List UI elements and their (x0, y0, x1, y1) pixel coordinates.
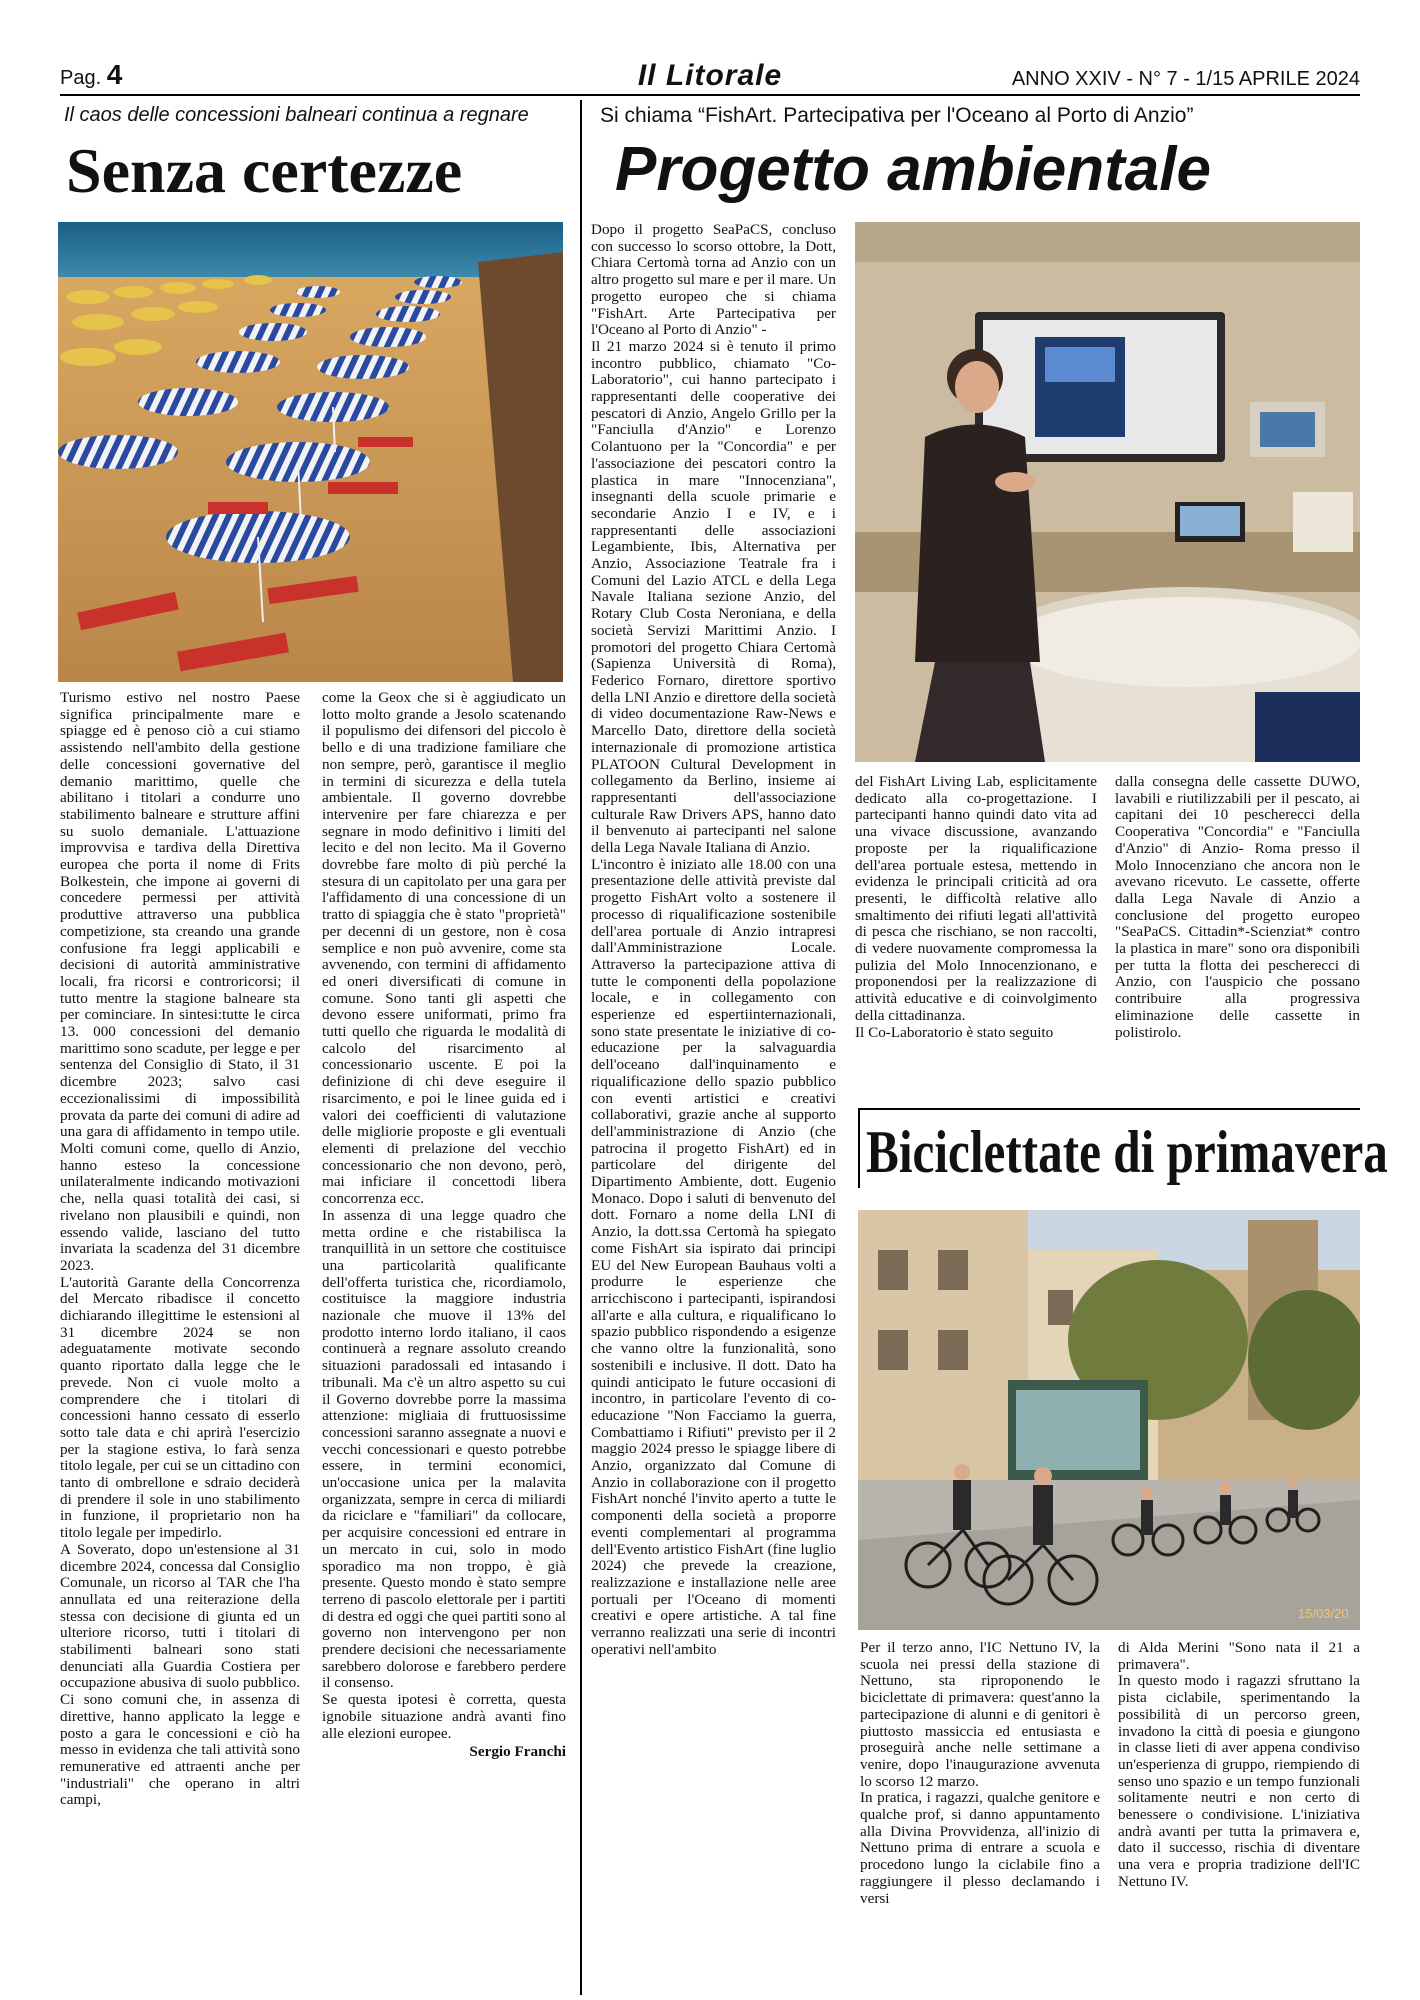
paragraph: Turismo estivo nel nostro Paese significa principalmente mare e spiagge ed è penoso ciò a cui stiamo assistendo nell'ambito della gestione delle concessioni governative del demanio marittimo, quelle che abilitano i titolari a condurre uno stabilimento balneare e strutture affini su suolo demaniale. L'attuazione improvvisa e tardiva della Direttiva europea che porta il nome di Frits Bolkestein, che impone ai governi di concedere permessi per attività produttive attraverso una pubblica competizione, sta creando una grande confusione fra leggi applicabili e decisioni di autorità amministrative locali, fra ricorsi e controricorsi; il tutto mentre la stagione balneare sta per cominciare. In sintesi:tutte le circa 13. 000 concessioni del demanio marittimo sono scadute, per legge e per sentenza del Consiglio di Stato, il 31 dicembre 2023; salvo casi eccezionalissimi di impossibilità provata da parte dei comuni di adire ad una gara di affidamento in tempo utile. Molti comuni come, quello di Anzio, hanno esteso la concessione unilateralmente indicando motivazioni che, nella quasi totalità dei casi, si rivelano non plausibili e quindi, non essendo valide, lasciano del tutto invariata la scadenza del 31 dicembre 2023. (60, 689, 300, 1274)
article1-column-1 (60, 690, 300, 1809)
article3-column-2 (1118, 1640, 1360, 1891)
paragraph: In pratica, i ragazzi, qualche genitore e qualche prof, si danno appuntamento alla Divina Provvidenza, all'inizio di Nettuno prima di entrare a scuola e procedono lungo la ciclabile fino a raggiungere il plesso declamando i versi (860, 1789, 1100, 1907)
paragraph: dalla consegna delle cassette DUWO, lavabili e riutilizzabili per il pescato, ai capitani dei 10 pescherecci della Cooperativa "Concordia" e "Fanciulla d'Anzio" di Anzio- Roma presso il Molo Innocenziano che ancora non le avevano ricevuto. Le cassette, offerte dalla Lega Navale di Anzio a conclusione del progetto europeo "SeaPaCS. Cittadin*-Scienziat* contro la plastica in mare" sono ora disponibili per tutta la flotta dei pescherecci di Anzio, con l'auspicio che possano contribuire alla progressiva eliminazione delle cassette in polistirolo. (1115, 773, 1360, 1041)
presentation-photo (855, 222, 1360, 762)
page-number: Pag. 4 (60, 59, 123, 90)
article1-kicker: Il caos delle concessioni balneari continua a regnare (64, 104, 529, 126)
article2-column-1 (591, 222, 836, 1658)
paragraph: L'incontro è iniziato alle 18.00 con una presentazione delle attività previste dal progetto FishArt volto a sostenere il processo di riqualificazione sostenibile dell'area portuale di Anzio intrapresi dall'Amministrazione Locale. Attraverso la partecipazione attiva di tutte le componenti della popolazione locale, e in collegamento con esperienze ed espertiinternazionali, sono state presentate le iniziative di co-educazione per la salvaguardia dell'oceano dall'inquinamento e riqualificazione dello spazio pubblico con eventi artistici e creativi collaborativi, grazie anche al supporto dell'amministrazione di Anzio (che patrocina il progetto FishArt) ed in particolare del dirigente del Dipartimento Ambiente, dott. Eugenio Monaco. Dopo i saluti di benvenuto del dott. Fornaro a nome della LNI di Anzio, la dott.ssa Certomà ha spiegato come FishArt sia ispirato dai principi EU del New European Bauhaus volti a produrre le esperienze che arricchiscono i partecipanti, ispirandosi all'arte e alla cultura, e riqualificano lo spazio pubblico rispondendo a esigenze che vanno oltre la funzionalità, sono sostenibili e inclusive. Il dott. Dato ha quindi anticipato le future occasioni di incontro, in particolare l'evento di co-educazione "Non Facciamo la guerra, Combattiamo i Rifiuti" previsto per il 2 maggio 2024 presso le spiagge libere di Anzio, organizzato dal Comune di Anzio in collaborazione con il progetto FishArt nonché l'invito aperto a tutte le componenti della società a proporre eventi complementari al programma dell'Evento artistico FishArt (fine luglio 2024) che prevede la creazione, realizzazione e installazione nelle aree portuali per l'Oceano di momenti creativi e opere artistiche. A tal fine verranno realizzati una serie di incontri operativi nell'ambito (591, 855, 836, 1658)
paragraph: Il Co-Laboratorio è stato seguito (855, 1023, 1054, 1041)
page-header (60, 59, 1360, 96)
masthead: Il Litorale (637, 59, 783, 92)
bike-ride-photo (858, 1210, 1360, 1630)
paragraph: Se questa ipotesi è corretta, questa ignobile situazione andrà avanti fino alle elezioni europee. (322, 1691, 566, 1742)
article2-column-3 (1115, 774, 1360, 1041)
column-divider (580, 100, 582, 1995)
paragraph: Per il terzo anno, l'IC Nettuno IV, la scuola nei pressi della stazione di Nettuno, sta riproponendo le biciclettate di primavera: quest'anno la partecipazione di alunni e di genitori è piuttosto massiccia ed entusiasta e proseguirà anche nelle settimane a venire, dopo l'inaugurazione avvenuta lo scorso 12 marzo. (860, 1639, 1100, 1790)
article1-byline: Sergio Franchi (469, 1743, 566, 1761)
article2-kicker: Si chiama “FishArt. Partecipativa per l'Oceano al Porto di Anzio” (600, 104, 1194, 127)
article3-column-1 (860, 1640, 1100, 1907)
article3-title: Biciclettate di primavera (866, 1119, 1388, 1185)
article1-column-2 (322, 690, 566, 1761)
paragraph: come la Geox che si è aggiudicato un lotto molto grande a Jesolo scatenando il populismo dei difensori del piccolo è bello e di una tradizione familiare che non sempre, però, garantisce il meglio in termini di sicurezza e della tutela ambientale. Il governo dovrebbe intervenire per fare chiarezza e per segnare in modo definitivo i limiti del lecito e del non lecito. Ma il Governo dovrebbe fare molto di più perché la stesura di un capitolato per una gara per l'affidamento di una concessione di un tratto di spiaggia che è stato "proprietà" per decenni di un gestore, non è cosa semplice e non può avvenire, come sta avvenendo, con termini di affidamento ed oneri diversificati di comune in comune. Sono tanti gli aspetti che devono essere uniformati, primo fra tutti quello che riguarda le modalità di calcolo del risarcimento al concessionario uscente. E poi la definizione di chi deve eseguire il risarcimento, e poi le linee guida ed i valori dei coefficienti di valutazione delle migliorie proposte e gli eventuali elementi di prelazione del vecchio concessionario che non devono, però, mai inficiare il concettodi libera concorrenza ecc. (322, 689, 566, 1208)
photo-date-stamp: 15/03/20 (1298, 1606, 1349, 1621)
paragraph: A Soverato, dopo un'estensione al 31 dicembre 2024, concessa dal Consiglio Comunale, un ricorso al TAR che l'ha annullata ed una reiterazione della stessa con decisione di giunta ed un ulteriore ricorso, tutti i titolari di stabilimenti balneari sono stati denunciati alla Guardia Costiera per occupazione abusiva di suolo pubblico. Ci sono comuni che, in assenza di direttive, hanno applicato la legge e posto a gara le concessioni e ciò ha messo in evidenza che tali attività sono remunerative ed attraenti anche per "industriali" che operano in altri campi, (60, 1540, 300, 1809)
article3-top-rule (858, 1108, 1360, 1110)
paragraph: Il 21 marzo 2024 si è tenuto il primo incontro pubblico, chiamato "Co-Laboratorio", cui hanno partecipato i rappresentanti delle cooperative dei pescatori di Anzio, Angelo Grillo per la "Fanciulla d'Anzio" e Lorenzo Colantuono per la "Concordia" e per l'associazione dei pescatori contro la plastica in mare "Innocenziana", insegnanti della scuole primarie e secondarie Anzio I e IV, e i rappresentanti delle associazioni Legambiente, Ibis, Alternativa per Anzio, Associazione Teatrale fra i Comuni del Lazio ATCL e della Lega Navale Italiana sezione Anzio, del Rotary Club Costa Neroniana, e della società Servizi Marittimi Anzio. I promotori del progetto Chiara Certomà (Sapienza Università di Roma), Federico Fornaro, direttore sportivo della LNI Anzio e direttore della società di video documentazione Raw-News e Marcello Dato, direttore della società internazionale di promozione artistica PLATOON Cultural Development in collegamento da Berlino, insieme ai rappresentanti dell'associazione culturale Raw Drivers APS, hanno dato il benvenuto ai partecipanti nel salone della Lega Navale Italiana di Anzio. (591, 337, 836, 857)
article3-left-rule (858, 1108, 860, 1188)
paragraph: In assenza di una legge quadro che metta ordine e che ristabilisca la tranquillità in un settore che costituisce una particolarità qualificante dell'offerta turistica che, ricordiamolo, costituisce la maggiore industria nazionale che muove il 13% del prodotto interno lordo italiano, il caos continuerà a regnare assoluto creando situazioni paradossali ed intasando i tribunali. Ma c'è un altro aspetto su cui il Governo dovrebbe porre la massima attenzione: migliaia di fruttuosissime concessioni saranno assegnate a nuovi e vecchi concessionari e questo potrebbe essere, in termini economici, un'occasione unica per la malavita organizzata, sempre in cerca di miliardi da riciclare e "familiari" da collocare, per acquisire concessioni ed entrare in un mercato in cui, solo in modo sporadico ma non troppo, è già presente. Questo mondo è stato sempre terreno di pascolo elettorale per i partiti di destra ed oggi che quei partiti sono al governo non intervengono per non prendere decisioni che necessariamente sarebbero dolorose e farebbero perdere il consenso. (322, 1206, 566, 1692)
paragraph: del FishArt Living Lab, esplicitamente dedicato alla co-progettazione. I partecipanti hanno quindi dato vita ad una vivace discussione, avanzando proposte per la riqualificazione dell'area portuale estesa, mettendo in evidenza le principali criticità ad ora presenti, le difficoltà relative allo smaltimento dei rifiuti legati all'attività di pesca che rischiano, se non raccolti, di vedere nuovamente compromessa la pulizia del Molo Innocenzionano, e proponendosi per la realizzazione di attività educative e di coinvolgimento della cittadinanza. (855, 773, 1097, 1024)
issue-info: ANNO XXIV - N° 7 - 1/15 APRILE 2024 (1011, 68, 1360, 90)
paragraph: L'autorità Garante della Concorrenza del Mercato ribadisce il concetto dichiarando illegittime le estensioni al 31 dicembre 2024 se non adeguatamente motivate secondo quanto riportato dalla legge che le prevede. Non ci vuole molto a comprendere che i titolari di concessioni hanno cessato di esserlo sotto tale data e chi aprirà l'esercizio per la stagione estiva, lo farà senza titolo legale, per cui se un cittadino con tanto di ombrellone e sdraio deciderà di prendere il sole in uno stabilimento in funzione, il proprietario non ha titolo legale per impedirlo. (60, 1273, 300, 1542)
article2-title: Progetto ambientale (615, 135, 1211, 204)
beach-umbrellas-photo (58, 222, 563, 682)
paragraph: di Alda Merini "Sono nata il 21 a primavera". (1118, 1639, 1360, 1673)
article2-column-2 (855, 774, 1097, 1041)
article1-title: Senza certezze (66, 135, 463, 206)
paragraph: In questo modo i ragazzi sfruttano la pista ciclabile, sperimentando la possibilità di un percorso green, invadono la città di poesia e giungono in classe lieti di aver appena condiviso un'esperienza di gruppo, riempiendo di senso uno spazio e un tempo funzionali solitamente neutri e non certo di benessere o condivisione. L'iniziativa andrà avanti per tutta la primavera e, dato il successo, rischia di diventare una vera e propria tradizione dell'IC Nettuno IV. (1118, 1672, 1360, 1890)
paragraph: Dopo il progetto SeaPaCS, concluso con successo lo scorso ottobre, la Dott, Chiara Certomà torna ad Anzio con un altro progetto sul mare e per il mare. Un progetto europeo che si chiama "FishArt. Arte Partecipativa per l'Oceano al Porto di Anzio" - (591, 221, 836, 339)
